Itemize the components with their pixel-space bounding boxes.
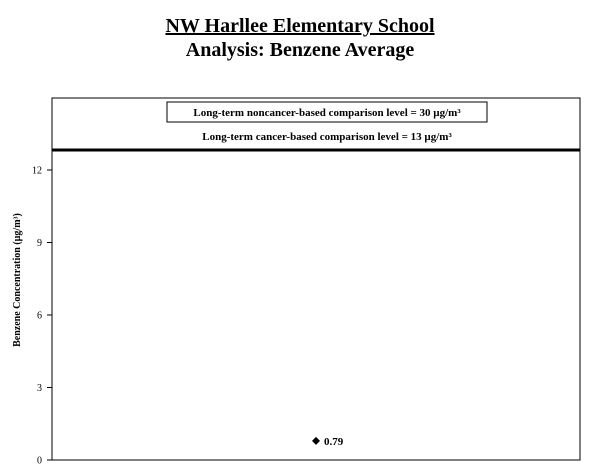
chart-subtitle: Analysis: Benzene Average bbox=[185, 39, 415, 61]
y-tick-label: 6 bbox=[37, 310, 42, 322]
y-axis-label: Benzene Concentration (µg/m³) bbox=[12, 213, 23, 347]
data-point-label: 0.79 bbox=[324, 435, 344, 448]
y-tick-label: 0 bbox=[37, 455, 42, 467]
cancer-annotation: Long-term cancer-based comparison level = 13 µg/m³ bbox=[202, 131, 452, 143]
y-tick-label: 3 bbox=[37, 382, 42, 394]
plot-area bbox=[52, 98, 580, 460]
y-tick-label: 9 bbox=[37, 237, 42, 249]
noncancer-annotation: Long-term noncancer-based comparison level = 30 µg/m³ bbox=[193, 107, 461, 119]
y-axis-ticks bbox=[32, 165, 52, 466]
y-tick-label: 12 bbox=[32, 165, 42, 177]
chart-title: NW Harllee Elementary School bbox=[165, 15, 435, 37]
